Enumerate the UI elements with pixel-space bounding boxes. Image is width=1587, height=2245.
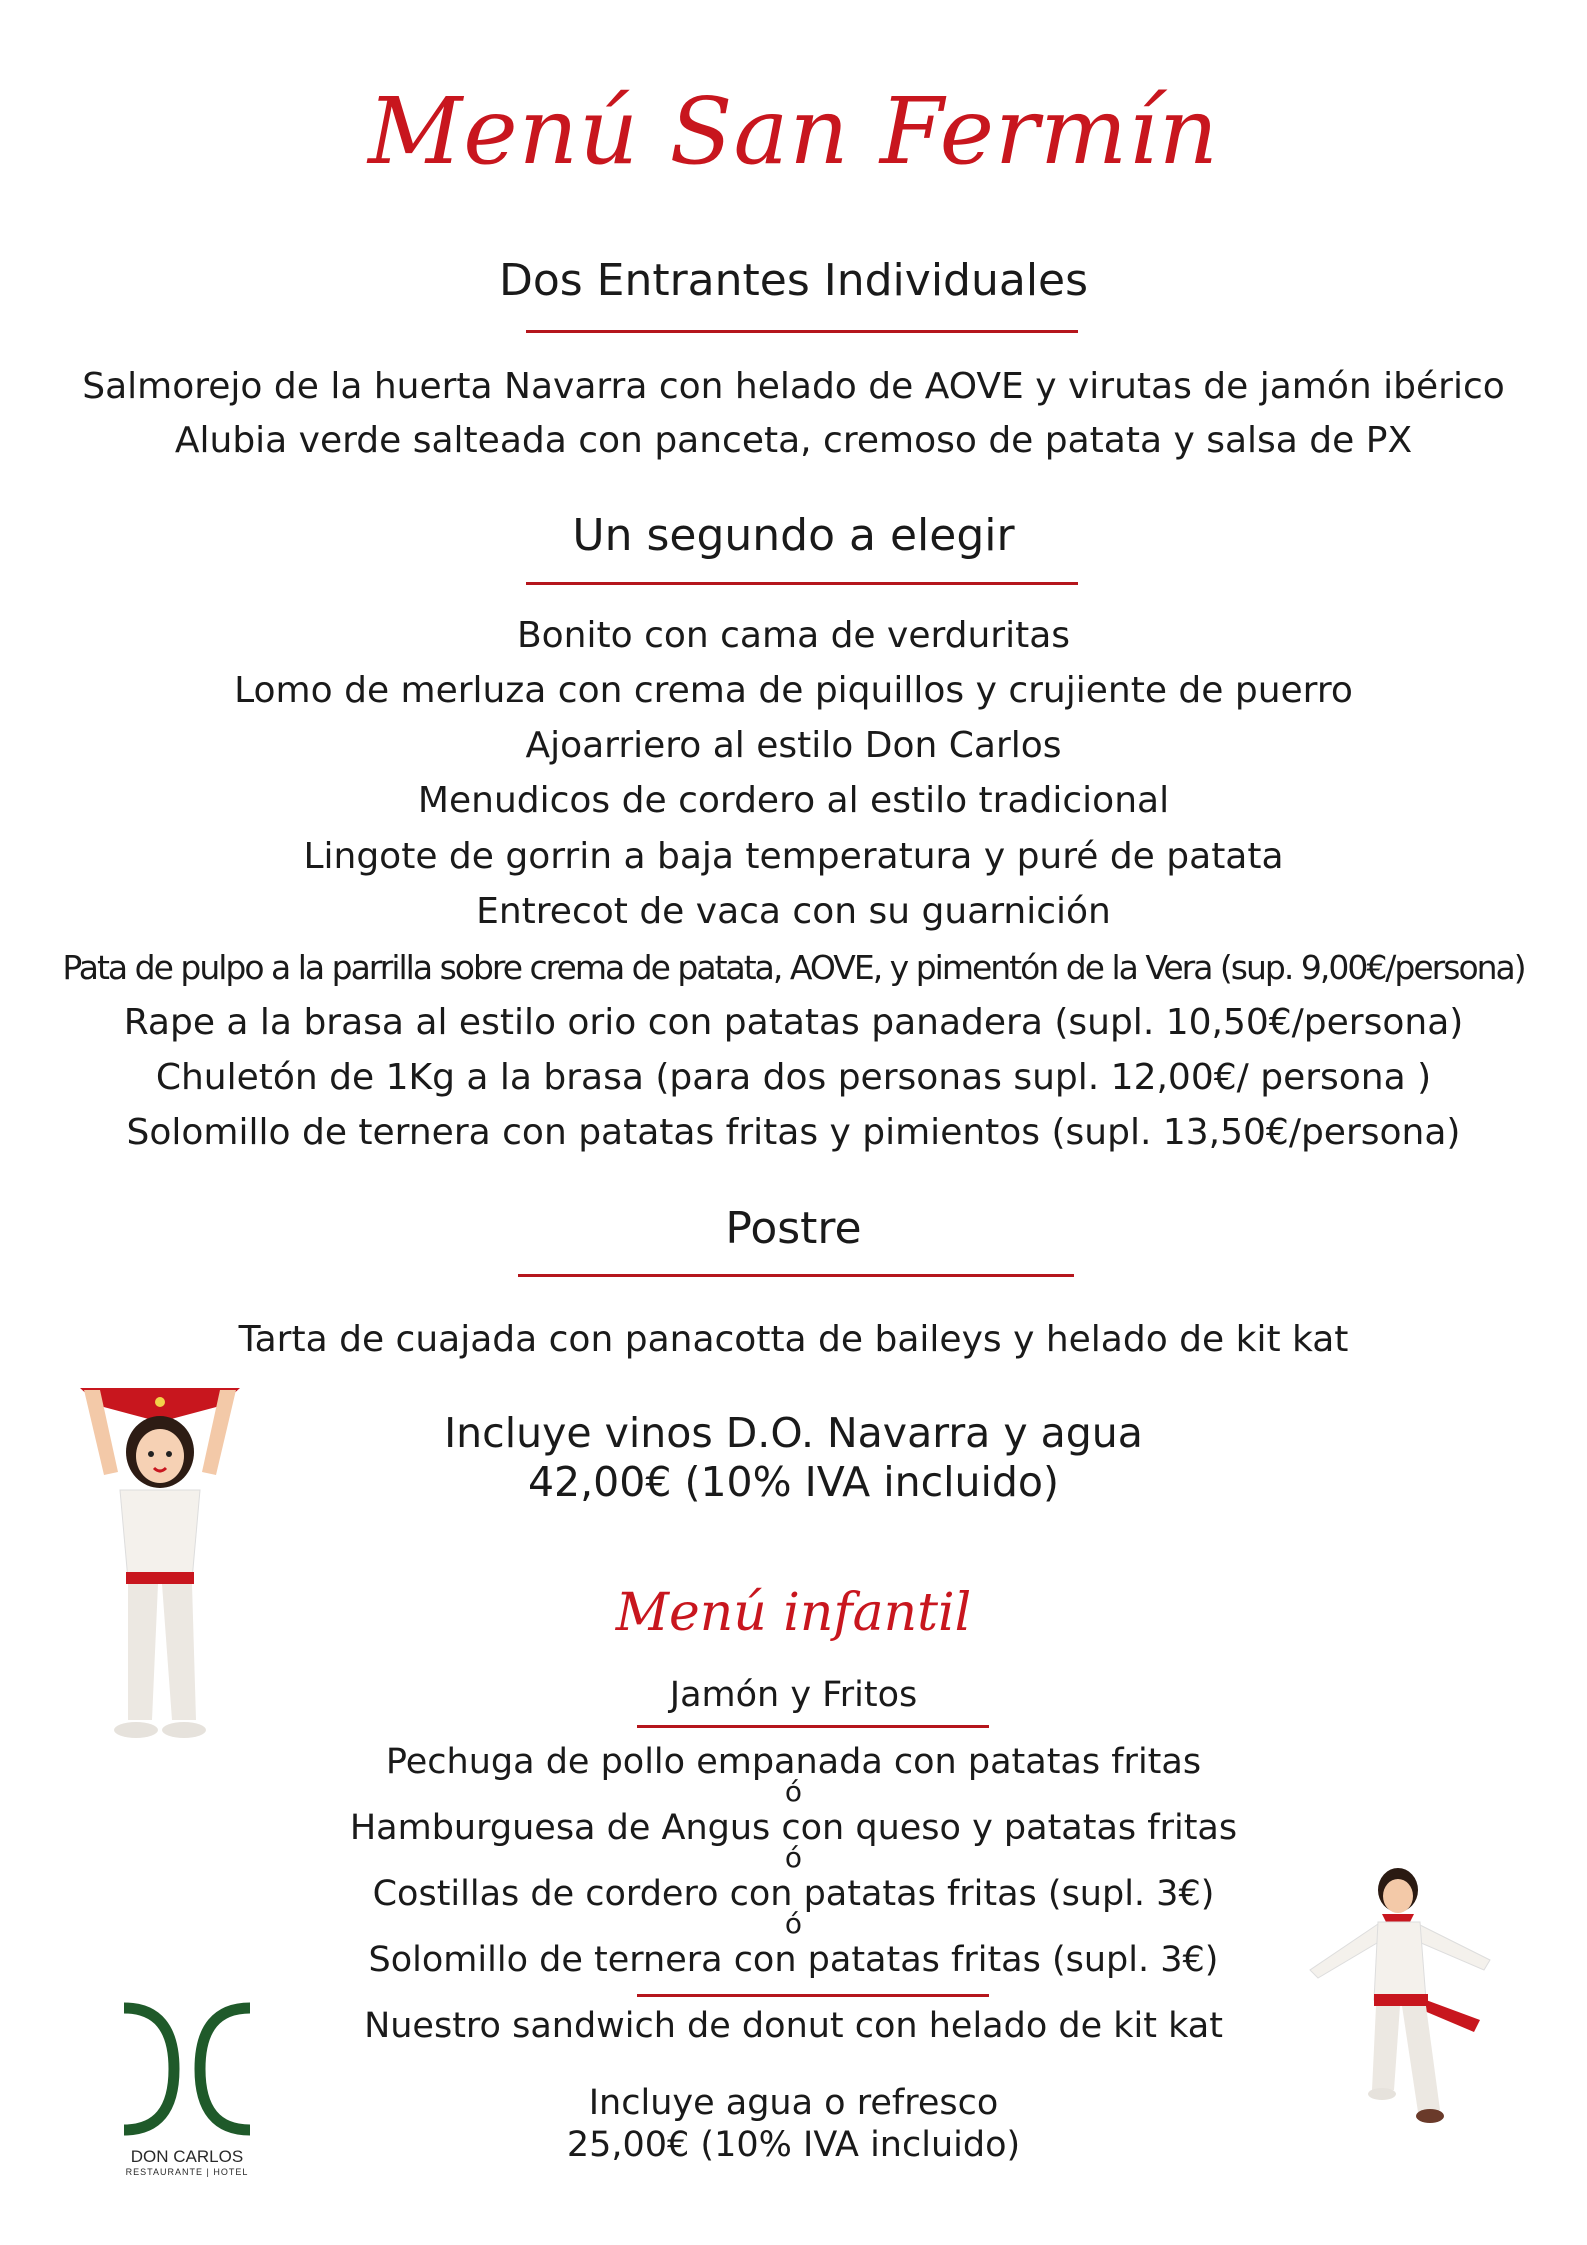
kids-price: 25,00€ (10% IVA incluido) <box>566 2125 1021 2165</box>
section-divider <box>637 1725 989 1728</box>
includes-text: Incluye vinos D.O. Navarra y agua <box>444 1409 1143 1457</box>
or-separator: ó <box>784 1775 803 1808</box>
kids-main-item: Costillas de cordero con patatas fritas (supl. 3€) <box>372 1874 1215 1914</box>
don-carlos-logo-mark <box>112 2002 262 2137</box>
kids-main-item: Hamburguesa de Angus con queso y patatas fritas <box>349 1808 1238 1848</box>
woman-illustration <box>60 1380 260 1760</box>
kids-dessert: Nuestro sandwich de donut con helado de kit kat <box>364 2006 1223 2046</box>
menu-title: Menú San Fermín <box>368 78 1219 185</box>
section-heading-entrantes: Dos Entrantes Individuales <box>498 255 1089 306</box>
kids-main-item: Solomillo de ternera con patatas fritas (supl. 3€) <box>368 1940 1219 1980</box>
section-heading-postre: Postre <box>725 1203 862 1254</box>
runner-illustration <box>1290 1860 1520 2130</box>
or-separator: ó <box>784 1907 803 1940</box>
menu-item: Entrecot de vaca con su guarnición <box>476 891 1111 932</box>
menu-item: Tarta de cuajada con panacotta de baileys y helado de kit kat <box>238 1319 1349 1360</box>
menu-item: Lomo de merluza con crema de piquillos y crujiente de puerro <box>234 670 1353 711</box>
kids-menu-title: Menú infantil <box>615 1583 972 1643</box>
section-divider <box>526 582 1078 585</box>
kids-includes: Incluye agua o refresco <box>588 2083 999 2123</box>
price-text: 42,00€ (10% IVA incluido) <box>527 1458 1060 1506</box>
or-separator: ó <box>784 1841 803 1874</box>
logo-name: DON CARLOS <box>130 2147 244 2166</box>
menu-item: Lingote de gorrin a baja temperatura y puré de patata <box>303 836 1284 877</box>
logo-subtitle: RESTAURANTE | HOTEL <box>125 2167 249 2177</box>
section-divider <box>637 1994 989 1997</box>
menu-item: Menudicos de cordero al estilo tradicional <box>417 780 1170 821</box>
section-divider <box>518 1274 1074 1277</box>
menu-item: Chuletón de 1Kg a la brasa (para dos personas supl. 12,00€/ persona ) <box>155 1057 1432 1098</box>
menu-item: Ajoarriero al estilo Don Carlos <box>525 725 1062 766</box>
menu-item: Alubia verde salteada con panceta, cremoso de patata y salsa de PX <box>174 420 1413 461</box>
section-heading-segundos: Un segundo a elegir <box>572 510 1015 561</box>
don-carlos-logo <box>112 2002 262 2177</box>
kids-entrante: Jamón y Fritos <box>669 1675 918 1715</box>
menu-item: Rape a la brasa al estilo orio con patatas panadera (supl. 10,50€/persona) <box>123 1002 1464 1043</box>
section-divider <box>526 330 1078 333</box>
menu-item: Salmorejo de la huerta Navarra con helado de AOVE y virutas de jamón ibérico <box>82 366 1505 407</box>
menu-item: Solomillo de ternera con patatas fritas y pimientos (supl. 13,50€/persona) <box>126 1112 1461 1153</box>
menu-item: Bonito con cama de verduritas <box>516 615 1071 656</box>
menu-item: Pata de pulpo a la parrilla sobre crema de patata, AOVE, y pimentón de la Vera (sup. 9,00€/persona) <box>62 948 1525 987</box>
kids-main-item: Pechuga de pollo empanada con patatas fritas <box>385 1742 1202 1782</box>
